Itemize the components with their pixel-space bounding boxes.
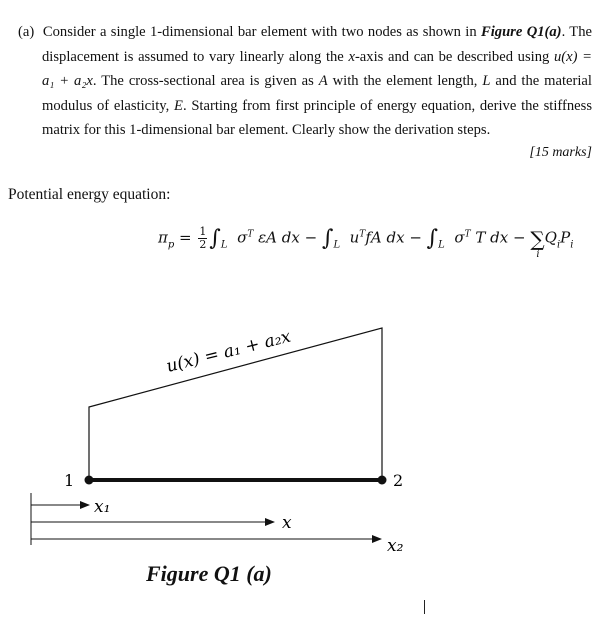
- integral-sub: L: [220, 239, 228, 251]
- text-cursor: [424, 600, 425, 614]
- math-symbol: A: [318, 73, 328, 89]
- eq-lhs-sub: p: [167, 239, 175, 251]
- eq-minus: −: [304, 228, 318, 247]
- axis-x1-label: x₁: [94, 497, 111, 517]
- figure-caption: Figure Q1 (a): [146, 561, 272, 586]
- eq-minus: −: [409, 228, 422, 247]
- question-segment: Consider a single 1-dimensional bar element with two nodes as shown in: [42, 24, 477, 40]
- eq-frac-den: 2: [199, 238, 207, 251]
- eq-sub: i: [556, 239, 561, 251]
- integral-sign: ∫: [321, 226, 334, 251]
- integral-sub: L: [438, 239, 445, 251]
- sum-symbol: ∑: [530, 226, 545, 251]
- axis-x2-label: x₂: [387, 536, 404, 556]
- integral-sign: ∫: [426, 226, 439, 251]
- eq-frac-num: 1: [199, 225, 207, 238]
- eq-term: σ: [237, 228, 248, 247]
- math-symbol: L: [482, 73, 491, 89]
- integral-sign: ∫: [209, 226, 221, 251]
- axis-x-label: x: [282, 513, 292, 533]
- part-label: (a): [18, 24, 35, 40]
- eq-sup: T: [247, 229, 254, 240]
- question-segment: and the material modulus of elasticity,: [42, 73, 592, 114]
- node-2-label: 2: [393, 471, 404, 490]
- eq-term: σ: [454, 228, 465, 247]
- eq-term: Q: [544, 228, 557, 247]
- question-segment: . The cross-sectional area is given as: [92, 73, 314, 89]
- eq-sup: T: [359, 229, 366, 240]
- sum-sub: i: [536, 248, 540, 260]
- eq-minus: −: [513, 228, 526, 247]
- eq-term: u: [349, 228, 360, 247]
- eq-term: εA dx: [258, 228, 300, 247]
- question-segment: with the element length,: [332, 73, 478, 89]
- figure-reference: Figure Q1(a): [480, 24, 562, 40]
- eq-term: fA dx: [365, 228, 405, 247]
- integral-sub: L: [333, 239, 341, 251]
- displacement-label: u(x) = a₁ + a₂x: [164, 326, 293, 377]
- eq-term: P: [560, 228, 571, 247]
- eq-sup: T: [464, 229, 471, 240]
- displacement-equation: u(x) = a₁ + a₂x: [42, 48, 592, 89]
- math-symbol: E: [174, 97, 183, 114]
- eq-term: T dx: [475, 228, 509, 247]
- question-segment: . The displacement is assumed to vary linearly along the: [42, 24, 592, 65]
- eq-equals: =: [179, 228, 192, 247]
- question-segment: -axis and can be described using: [354, 48, 550, 65]
- eq-lhs: π: [158, 228, 168, 247]
- eq-sub: i: [570, 239, 574, 251]
- node-1-label: 1: [64, 471, 75, 490]
- marks-label: [15 marks]: [529, 144, 592, 160]
- math-symbol: x: [348, 48, 355, 65]
- potential-energy-heading: Potential energy equation:: [8, 186, 171, 203]
- question-segment: . Starting from first principle of energy equation, derive the stiffness matrix for this 1-dimensional bar element. Clearly show the derivation steps.: [42, 97, 592, 138]
- node-2: [378, 476, 387, 485]
- node-1: [85, 476, 94, 485]
